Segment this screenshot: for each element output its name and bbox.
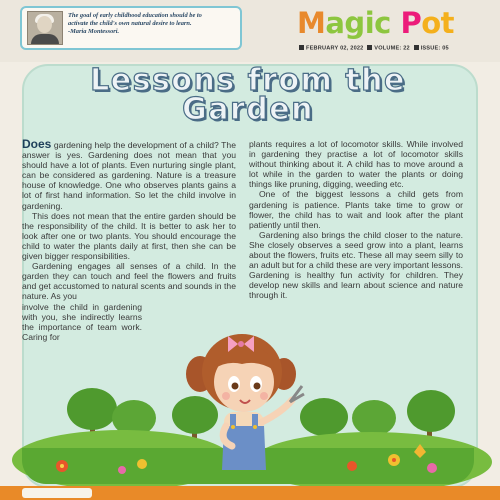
paragraph: Gardening engages all senses of a child. In the garden they can touch and feel the flowers and fruits and get accustomed to natural scents and sounds in the nature. As you: [22, 261, 236, 302]
issue-number: ISSUE: 05: [420, 45, 449, 52]
issue-date: FEBRUARY 02, 2022: [306, 45, 364, 52]
paragraph-tail: involve the child in gardening with you, she indirectly learns the importance of team work. Caring for: [22, 301, 142, 342]
lead-word: Does: [22, 137, 52, 151]
title-line: Garden: [182, 92, 314, 127]
flowers-decoration: [22, 430, 474, 482]
paragraph: One of the biggest lessons a child gets from gardening is patience. Plants take time to grow or flower, the child has to wait and look after the plant patiently until then.: [249, 189, 463, 230]
article-title: [22, 63, 474, 127]
paragraph: Gardening also brings the child closer to the nature. She closely observes a seed grow into a plant, learns about the flowers, fruits etc. These all may seem silly to an adult but for a child these are very important lessons. Gardening is healthy fun activity for children. They develop new skills and learn about science and nature through it.: [249, 229, 463, 301]
quote-line: activate the child's own natural desire to learn.: [68, 20, 192, 27]
footer-tab: [22, 488, 92, 498]
author-portrait: [27, 11, 63, 45]
paragraph: Does gardening help the development of a child? The answer is yes. Gardening does not mean that you should have a lot of plants. Even nurturing single plant, can be considered as gardening. Nature is a treasure house of knowledge. One who observes plants gains a lot of first hand information. So let the child involve in gardening.: [22, 137, 236, 211]
paragraph: This does not mean that the entire garden should be the responsibility of the child. It is better to ask her to look after one or two plants. You should encourage the child to water the plants daily at first, then she can be given bigger responsibilities.: [22, 210, 236, 262]
brand-letter: P: [400, 6, 422, 40]
footer-strip: [0, 486, 500, 500]
issue-volume: VOLUME: 22: [374, 45, 410, 52]
quote-text: [68, 12, 236, 36]
paragraph: plants requires a lot of locomotor skills. While involved in gardening they practise a lot of locomotor skills without thinking about it. A child has to move around a lot while in the garden to water the plants or doing things like pruning, digging, weeding etc.: [249, 139, 463, 190]
brand-logo: [297, 6, 454, 40]
masthead: [0, 0, 500, 62]
quote-box: [20, 6, 242, 50]
article-column-left: [22, 139, 236, 342]
brand-letter: agic: [325, 6, 391, 40]
brand-letter: M: [297, 6, 326, 40]
issue-info: [297, 45, 449, 52]
quote-author: -Maria Montessori.: [68, 28, 120, 35]
brand-letter: ot: [421, 6, 454, 40]
quote-line: The goal of early childhood education should be to: [68, 12, 202, 19]
title-line: Lessons from the: [90, 63, 406, 98]
garden-illustration: [22, 330, 474, 482]
article-column-right: [249, 139, 463, 301]
